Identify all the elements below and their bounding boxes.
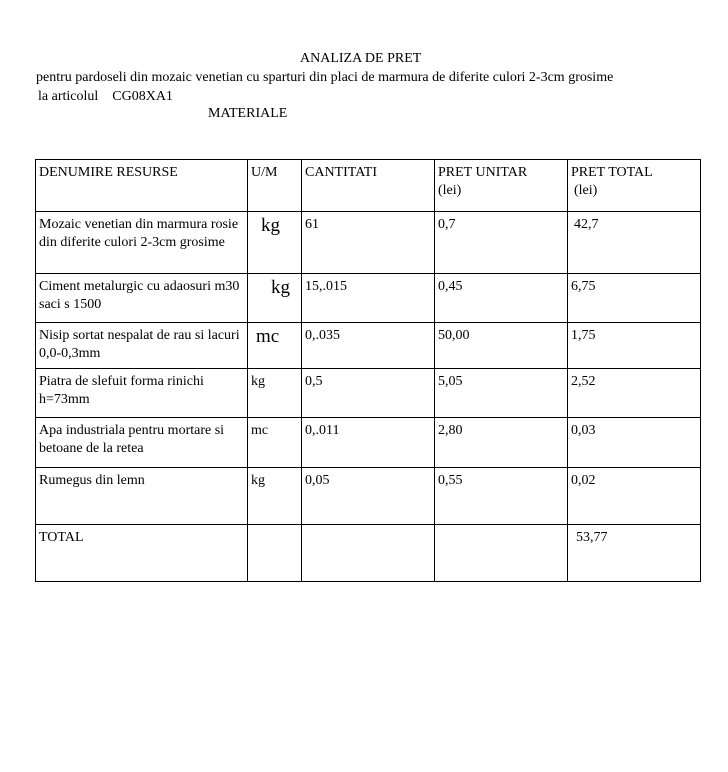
row-qty: 0,05: [302, 468, 435, 525]
unit-price-currency: (lei): [438, 183, 462, 198]
row-unit-price: 5,05: [435, 369, 568, 418]
total-label: TOTAL: [36, 525, 248, 582]
row-total: 6,75: [568, 274, 701, 323]
row-total: 0,02: [568, 468, 701, 525]
row-um: kg: [248, 369, 302, 418]
row-name: Mozaic venetian din marmura rosie din diferite culori 2-3cm grosime: [36, 212, 248, 274]
row-total: 42,7: [568, 212, 701, 274]
total-price-label: PRET TOTAL: [571, 165, 653, 180]
row-um: [248, 274, 302, 323]
row-um-value: mc: [256, 326, 280, 347]
table-row: [36, 274, 701, 323]
table-row: [36, 369, 701, 418]
table-row: [36, 418, 701, 468]
row-unit-price: 0,45: [435, 274, 568, 323]
row-total: 0,03: [568, 418, 701, 468]
column-header-name: DENUMIRE RESURSE: [36, 160, 248, 212]
row-name: Rumegus din lemn: [36, 468, 248, 525]
total-empty-um: [248, 525, 302, 582]
row-um-value: kg: [261, 215, 280, 236]
table-row: [36, 212, 701, 274]
column-header-um: U/M: [248, 160, 302, 212]
row-um: kg: [248, 468, 302, 525]
total-price-currency: (lei): [574, 183, 598, 198]
article-code: CG08XA1: [112, 89, 173, 104]
row-total: 1,75: [568, 323, 701, 369]
table-row: [36, 323, 701, 369]
row-um-value: kg: [271, 277, 290, 298]
row-qty: 0,5: [302, 369, 435, 418]
table-total-row: [36, 525, 701, 582]
row-qty: 15,.015: [302, 274, 435, 323]
page-title: ANALIZA DE PRET: [300, 51, 422, 66]
row-qty: 0,.011: [302, 418, 435, 468]
article-label: la articolul: [38, 89, 99, 104]
table-header-row: [36, 160, 701, 212]
total-value: 53,77: [568, 525, 701, 582]
resources-table: [35, 159, 701, 582]
row-qty: 0,.035: [302, 323, 435, 369]
total-empty-qty: [302, 525, 435, 582]
article-line: [38, 89, 173, 105]
row-unit-price: 0,55: [435, 468, 568, 525]
row-name: Apa industriala pentru mortare si betoane de la retea: [36, 418, 248, 468]
column-header-unit-price: [435, 160, 568, 212]
table-row: [36, 468, 701, 525]
column-header-qty: CANTITATI: [302, 160, 435, 212]
document-description: pentru pardoseli din mozaic venetian cu sparturi din placi de marmura de diferite culori 2-3cm grosime: [36, 70, 614, 85]
column-header-total-price: [568, 160, 701, 212]
row-unit-price: 50,00: [435, 323, 568, 369]
total-empty-unit-price: [435, 525, 568, 582]
row-name: Ciment metalurgic cu adaosuri m30 saci s 1500: [36, 274, 248, 323]
row-um: mc: [248, 418, 302, 468]
row-unit-price: 2,80: [435, 418, 568, 468]
row-name: Piatra de slefuit forma rinichi h=73mm: [36, 369, 248, 418]
row-qty: 61: [302, 212, 435, 274]
row-um: [248, 212, 302, 274]
row-um: [248, 323, 302, 369]
row-unit-price: 0,7: [435, 212, 568, 274]
row-total: 2,52: [568, 369, 701, 418]
section-title: MATERIALE: [208, 106, 288, 121]
row-name: Nisip sortat nespalat de rau si lacuri 0,0-0,3mm: [36, 323, 248, 369]
unit-price-label: PRET UNITAR: [438, 165, 528, 180]
